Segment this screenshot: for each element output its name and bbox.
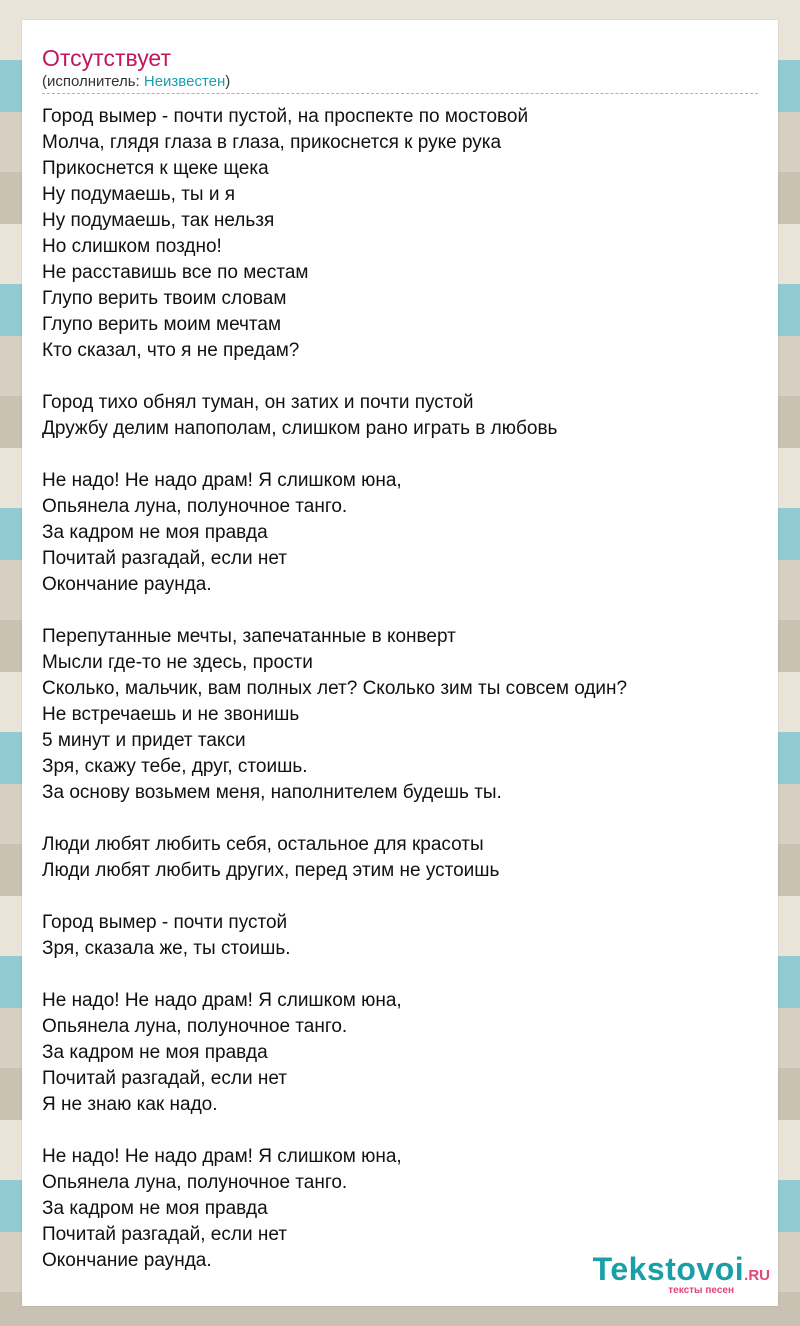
artist-line bbox=[42, 72, 230, 92]
stanza-break bbox=[42, 806, 762, 832]
lyric-line: Я не знаю как надо. bbox=[42, 1094, 218, 1115]
lyric-line: Молча, глядя глаза в глаза, прикоснется к руке рука bbox=[42, 132, 502, 153]
lyrics-body bbox=[42, 104, 762, 1274]
artist-link[interactable]: Неизвестен bbox=[143, 73, 226, 90]
lyric-line: За кадром не моя правда bbox=[42, 1042, 268, 1063]
lyric-line: Зря, скажу тебе, друг, стоишь. bbox=[42, 756, 308, 777]
lyric-line: Глупо верить моим мечтам bbox=[42, 314, 282, 335]
stanza-break bbox=[42, 962, 762, 988]
lyric-line: Не надо! Не надо драм! Я слишком юна, bbox=[42, 1146, 402, 1167]
lyric-line: Но слишком поздно! bbox=[42, 236, 222, 257]
lyric-line: Почитай разгадай, если нет bbox=[42, 1224, 287, 1245]
lyric-line: Люди любят любить других, перед этим не устоишь bbox=[42, 860, 500, 881]
stanza-break bbox=[42, 442, 762, 468]
lyric-line: Мысли где-то не здесь, прости bbox=[42, 652, 313, 673]
lyrics-card bbox=[22, 20, 778, 1306]
lyric-line: Не встречаешь и не звонишь bbox=[42, 704, 300, 725]
lyric-line: Дружбу делим напополам, слишком рано играть в любовь bbox=[42, 418, 558, 439]
lyric-line: Не расставишь все по местам bbox=[42, 262, 309, 283]
site-logo[interactable] bbox=[593, 1252, 770, 1296]
stanza-break bbox=[42, 884, 762, 910]
lyric-line: Не надо! Не надо драм! Я слишком юна, bbox=[42, 990, 402, 1011]
lyric-line: Опьянела луна, полуночное танго. bbox=[42, 496, 348, 517]
logo-domain: .RU bbox=[744, 1267, 770, 1284]
stanza-break bbox=[42, 1118, 762, 1144]
stanza-break bbox=[42, 598, 762, 624]
lyric-line: За основу возьмем меня, наполнителем будешь ты. bbox=[42, 782, 502, 803]
lyric-line: Прикоснется к щеке щека bbox=[42, 158, 269, 179]
stanza-break bbox=[42, 364, 762, 390]
lyric-line: Не надо! Не надо драм! Я слишком юна, bbox=[42, 470, 402, 491]
lyric-line: Зря, сказала же, ты стоишь. bbox=[42, 938, 291, 959]
logo-tagline: тексты песен bbox=[668, 1285, 734, 1296]
lyric-line: Город вымер - почти пустой bbox=[42, 912, 288, 933]
lyric-line: Ну подумаешь, ты и я bbox=[42, 184, 236, 205]
lyric-line: Опьянела луна, полуночное танго. bbox=[42, 1016, 348, 1037]
lyric-line: Город тихо обнял туман, он затих и почти пустой bbox=[42, 392, 474, 413]
artist-suffix: ) bbox=[225, 73, 231, 90]
song-title: Отсутствует bbox=[42, 45, 171, 71]
lyric-line: Город вымер - почти пустой, на проспекте по мостовой bbox=[42, 106, 529, 127]
lyric-line: Почитай разгадай, если нет bbox=[42, 548, 287, 569]
lyric-line: Окончание раунда. bbox=[42, 574, 212, 595]
lyric-line: За кадром не моя правда bbox=[42, 1198, 268, 1219]
lyric-line: За кадром не моя правда bbox=[42, 522, 268, 543]
lyric-line: Перепутанные мечты, запечатанные в конверт bbox=[42, 626, 456, 647]
lyric-line: Люди любят любить себя, остальное для красоты bbox=[42, 834, 484, 855]
logo-wordmark: Tekstovoi bbox=[592, 1251, 745, 1287]
lyric-line: Опьянела луна, полуночное танго. bbox=[42, 1172, 348, 1193]
artist-prefix: (исполнитель: bbox=[42, 73, 144, 90]
lyric-line: Почитай разгадай, если нет bbox=[42, 1068, 287, 1089]
lyric-line: Глупо верить твоим словам bbox=[42, 288, 287, 309]
lyric-line: Кто сказал, что я не предам? bbox=[42, 340, 300, 361]
lyric-line: Окончание раунда. bbox=[42, 1250, 212, 1271]
title-divider bbox=[42, 93, 758, 94]
lyric-line: Сколько, мальчик, вам полных лет? Сколько зим ты совсем один? bbox=[42, 678, 628, 699]
lyric-line: Ну подумаешь, так нельзя bbox=[42, 210, 275, 231]
lyric-line: 5 минут и придет такси bbox=[42, 730, 246, 751]
